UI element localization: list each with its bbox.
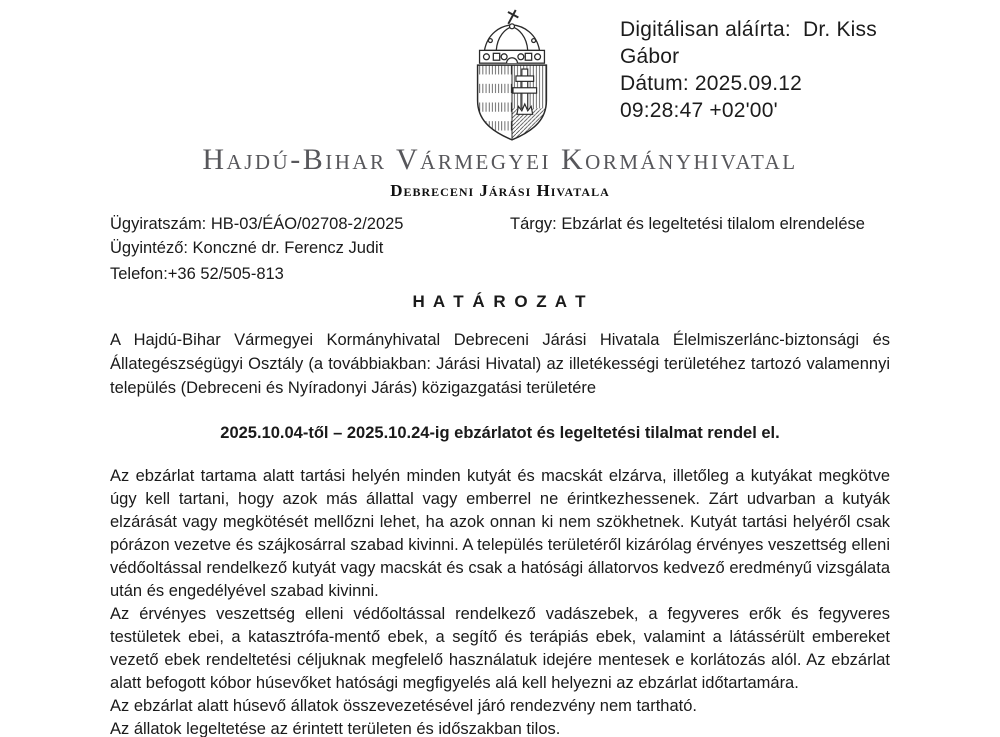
decision-paragraph: Az állatok legeltetése az érintett területen és időszakban tilos. xyxy=(110,720,561,737)
signature-line: Digitálisan aláírta: Dr. Kiss xyxy=(620,18,877,41)
decision-paragraph: Az érvényes veszettség elleni védőoltással rendelkező vadászebek, a fegyveres erők és fegyveres testületek ebei, a katasztrófa-mentő ebek, a segítő és terápiás ebek, valamint a látássérült embereket vezető ebek rendeltetési céljuknak megfelelő használatuk idejére mentesek e korlátozás alól. Az ebzárlat alatt befogott kóbor húsevőket hatósági megfigyelés alá kell helyezni az ebzárlat időtartamára. xyxy=(110,605,890,692)
clerk: Ügyintéző: Konczné dr. Ferencz Judit xyxy=(110,239,384,257)
case-meta-left xyxy=(110,212,510,286)
subject: Tárgy: Ebzárlat és legeltetési tilalom elrendelése xyxy=(510,215,865,233)
holy-crown xyxy=(480,24,545,63)
decision-paragraph: Az ebzárlat alatt húsevő állatok összevezetésével járó rendezvény nem tartható. xyxy=(110,697,697,715)
signature-line: Gábor xyxy=(620,45,680,68)
organization-name: Hajdú-Bihar Vármegyei Kormányhivatal xyxy=(202,143,798,176)
decision-heading: H A T Á R O Z A T xyxy=(412,292,588,311)
decision-intro: A Hajdú-Bihar Vármegyei Kormányhivatal Debreceni Járási Hivatala Élelmiszerlánc-biztonsági és Állategészségügyi Osztály (a továbbiakban: Járási Hivatal) az illetékességi területéhez tartozó valamennyi település (Debreceni és Nyíradonyi Járás) közigazgatási területére xyxy=(110,331,890,397)
hungarian-coat-of-arms-icon xyxy=(453,4,571,142)
case-number: Ügyiratszám: HB-03/ÉÁO/02708-2/2025 xyxy=(110,215,404,233)
signature-line: Dátum: 2025.09.12 xyxy=(620,72,803,95)
signature-line: 09:28:47 +02'00' xyxy=(620,99,778,122)
decision-body xyxy=(110,292,890,737)
digital-signature-block xyxy=(620,16,910,124)
phone: Telefon:+36 52/505-813 xyxy=(110,265,284,283)
organization-unit: Debreceni Járási Hivatala xyxy=(390,181,610,200)
case-meta xyxy=(110,212,890,286)
decision-order: 2025.10.04-től – 2025.10.24-ig ebzárlatot és legeltetési tilalmat rendel el. xyxy=(220,424,780,442)
decision-paragraphs xyxy=(110,465,890,737)
decision-paragraph: Az ebzárlat tartama alatt tartási helyén minden kutyát és macskát elzárva, illetőleg a kutyákat megkötve úgy kell tartani, hogy azok más állattal vagy emberrel ne érintkezhessenek. Zárt udvarban a kutyák elzárását vagy megkötését mellőzni lehet, ha azok onnan ki nem szökhetnek. Kutyát tartási helyéről csak pórázon vezetve és szájkosárral szabad kivinni. A település területéről kizárólag érvényes veszettség elleni védőoltással rendelkező kutyát vagy macskát és csak a hatósági állatorvos kedvező eredményű vizsgálata után és engedélyével szabad kivinni. xyxy=(110,467,890,600)
